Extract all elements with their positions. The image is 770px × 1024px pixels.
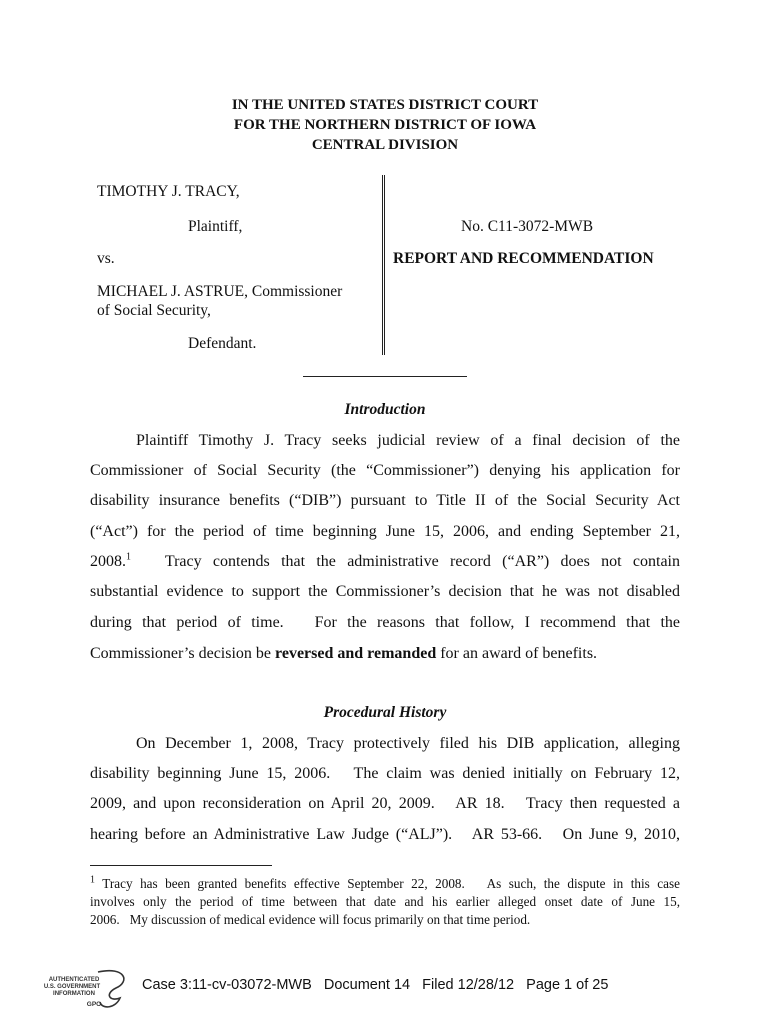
versus-label: vs. (97, 250, 115, 267)
intro-line-2: Commissioner of Social Security (the “Commissioner”) denying his application for (90, 462, 680, 479)
footnote-rule (90, 865, 272, 866)
intro-line-8 (90, 645, 680, 663)
introduction-heading: Introduction (344, 401, 426, 418)
gpo-text-line4: GPO (86, 1001, 102, 1008)
court-heading-line3: CENTRAL DIVISION (311, 137, 459, 153)
footnote-1 (90, 875, 680, 929)
footnote-line-3: 2006. My discussion of medical evidence will focus primarily on that time period. (90, 912, 531, 927)
gpo-text-line1: AUTHENTICATED (48, 977, 100, 983)
procedural-line-3: 2009, and upon reconsideration on April 20, 2009. AR 18. Tracy then requested a (90, 795, 680, 812)
gpo-authentication-seal (40, 968, 132, 1012)
disposition-text: reversed and remanded (275, 645, 437, 662)
court-heading-line1: IN THE UNITED STATES DISTRICT COURT (231, 97, 539, 113)
procedural-line-4: hearing before an Administrative Law Judge (“ALJ”). AR 53-66. On June 9, 2010, (90, 826, 680, 843)
intro-line-5-start: 2008. (90, 553, 126, 570)
footnote-line-1-text: Tracy has been granted benefits effective September 22, 2008. As such, the dispute in this case (102, 876, 680, 891)
case-filing-stamp: Case 3:11-cv-03072-MWB Document 14 Filed 12/28/12 Page 1 of 25 (142, 977, 609, 993)
gpo-text-line3: INFORMATION (53, 991, 95, 997)
intro-line-7: during that period of time. For the reasons that follow, I recommend that the (90, 614, 680, 631)
defendant-name-line2: of Social Security, (97, 302, 211, 319)
document-title: REPORT AND RECOMMENDATION (393, 250, 654, 267)
intro-line-3: disability insurance benefits (“DIB”) pursuant to Title II of the Social Security Act (90, 492, 680, 509)
defendant-name-line1: MICHAEL J. ASTRUE, Commissioner (97, 283, 343, 300)
plaintiff-name: TIMOTHY J. TRACY, (97, 183, 240, 200)
procedural-history-heading: Procedural History (323, 704, 447, 721)
intro-line-8-start: Commissioner’s decision be (90, 645, 276, 662)
intro-line-4: (“Act”) for the period of time beginning June 15, 2006, and ending September 21, (90, 523, 680, 540)
intro-line-5 (90, 553, 680, 571)
defendant-role: Defendant. (188, 335, 257, 352)
gpo-text-line2: U.S. GOVERNMENT (43, 984, 101, 990)
procedural-line-2: disability beginning June 15, 2006. The claim was denied initially on February 12, (90, 765, 680, 782)
footnote-line-2: involves only the period of time between that date and his earlier alleged onset date of June 15, (90, 894, 680, 909)
court-heading (0, 95, 770, 155)
caption-divider (382, 175, 385, 355)
footnote-marker: 1 (90, 874, 95, 886)
intro-line-5-rest: Tracy contends that the administrative record (“AR”) does not contain (164, 553, 680, 570)
case-number: No. C11-3072-MWB (461, 218, 594, 235)
footnote-ref-1[interactable]: 1 (126, 551, 131, 563)
intro-line-8-end: for an award of benefits. (436, 645, 598, 662)
intro-line-1: Plaintiff Timothy J. Tracy seeks judicial review of a final decision of the (136, 432, 680, 449)
procedural-line-1: On December 1, 2008, Tracy protectively filed his DIB application, alleging (136, 735, 680, 752)
court-heading-line2: FOR THE NORTHERN DISTRICT OF IOWA (233, 117, 537, 133)
separator-rule (303, 376, 467, 377)
plaintiff-role: Plaintiff, (188, 218, 243, 235)
intro-line-6: substantial evidence to support the Commissioner’s decision that he was not disabled (90, 583, 680, 600)
gpo-eagle-icon (98, 971, 124, 1007)
footnote-line-1 (90, 875, 680, 893)
